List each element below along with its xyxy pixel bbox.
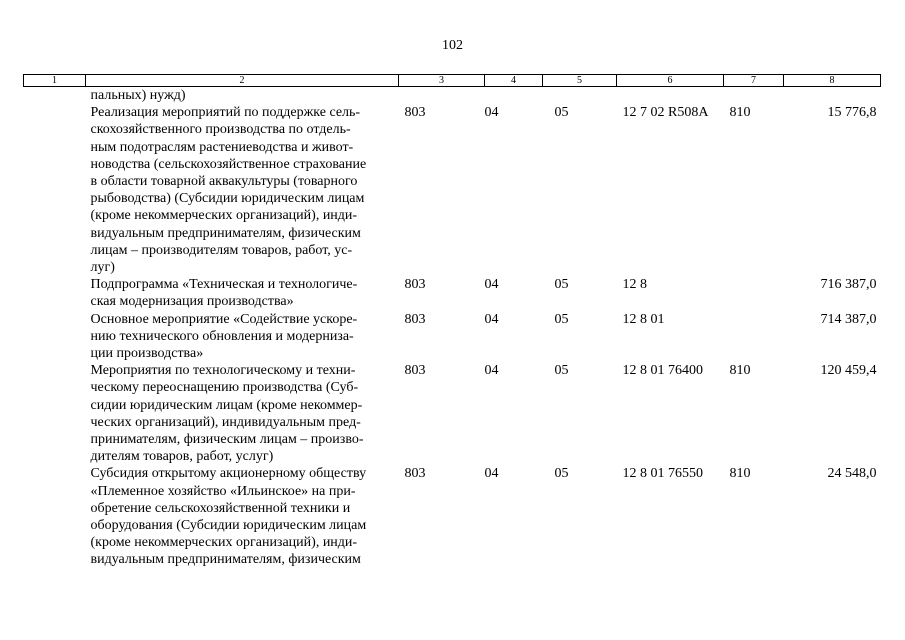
cell-description [86,465,399,568]
description-line: нию технического обновления и модерниза- [90,328,354,344]
description-line: Субсидия открытому акционерному обществу [90,466,367,482]
description-line: дителям товаров, работ, услуг) [90,449,274,465]
description-line: ческому переоснащению производства (Суб- [90,380,359,396]
cell-ved: 803 [404,311,426,327]
cell-ved: 803 [404,277,426,293]
cell-csr: 12 8 [622,277,647,293]
cell-pr: 05 [554,466,569,482]
cell-amount: 15 776,8 [827,105,877,121]
cell-col1 [24,311,86,363]
description-line: Реализация мероприятий по поддержке сель- [90,105,361,121]
description-line: в области товарной аквакультуры (товарного [90,174,358,190]
cell-pr: 05 [554,277,569,293]
description-line: новодства (сельскохозяйственное страхование [90,156,367,172]
cell-description [86,362,399,465]
description-line: Подпрограмма «Техническая и технологиче- [90,277,358,293]
table-row [24,276,881,310]
column-header-8: 8 [784,75,881,87]
description-line: скохозяйственного производства по отдель- [90,122,351,138]
cell-amount: 714 387,0 [820,311,877,327]
column-header-4: 4 [485,75,543,87]
column-header-1: 1 [24,75,86,87]
description-line: оборудования (Субсидии юридическим лицам [90,518,367,534]
column-header-2: 2 [86,75,399,87]
cell-amount: 120 459,4 [820,363,877,379]
cell-vr: 810 [729,466,751,482]
cell-csr: 12 7 02 R508A [622,105,709,121]
cell-description [86,311,399,363]
description-line: Мероприятия по технологическому и техни- [90,363,356,379]
column-header-5: 5 [543,75,617,87]
cell-vr [724,276,784,310]
cell-pr: 05 [554,363,569,379]
cell-ved: 803 [404,466,426,482]
cell-pr: 05 [554,105,569,121]
cell-vr [724,311,784,363]
cell-description [86,104,399,276]
cell-csr: 12 8 01 76550 [622,466,703,482]
description-line: обретение сельскохозяйственной техники и [90,500,351,516]
table-row [24,104,881,276]
description-line: Основное мероприятие «Содействие ускоре- [90,311,358,327]
cell-amount: 716 387,0 [820,277,877,293]
cell-csr: 12 8 01 76400 [622,363,703,379]
cell-col1 [24,104,86,276]
cell-rz: 04 [484,311,499,327]
cell-rz: 04 [484,363,499,379]
cell-vr: 810 [729,363,751,379]
description-line: ческих организаций), индивидуальным пред- [90,414,361,430]
column-header-6: 6 [617,75,724,87]
description-line: ным подотраслям растениеводства и живот- [90,139,354,155]
description-line: принимателям, физическим лицам – произво- [90,432,364,448]
description-line: луг) [90,260,115,276]
description-line: лицам – производителям товаров, работ, ус- [90,242,353,258]
cell-ved: 803 [404,105,426,121]
description-line: видуальным предпринимателям, физическим [90,225,361,241]
description-line: рыбоводства) (Субсидии юридическим лицам [90,191,365,207]
column-number-row [24,75,881,87]
cell-col1 [24,276,86,310]
continuation-text [86,87,399,105]
description-line: сидии юридическим лицам (кроме некоммер- [90,397,363,413]
cell-pr: 05 [554,311,569,327]
page-number: 102 [442,38,463,53]
cell-rz: 04 [484,277,499,293]
cell-col1 [24,362,86,465]
table-header [24,75,881,87]
description-line: ции производства» [90,346,204,362]
description-line: (кроме некоммерческих организаций), инди- [90,208,358,224]
cell-csr: 12 8 01 [622,311,665,327]
cell-description [86,276,399,310]
cell-rz: 04 [484,466,499,482]
description-line: ская модернизация производства» [90,294,294,310]
description-line: видуальным предпринимателям, физическим [90,552,361,568]
description-line: «Племенное хозяйство «Ильинское» на при- [90,483,356,499]
column-header-7: 7 [724,75,784,87]
continuation-row [24,87,881,105]
cell-amount: 24 548,0 [827,466,877,482]
cell-col1 [24,465,86,568]
table-body [24,87,881,569]
description-line: (кроме некоммерческих организаций), инди- [90,535,358,551]
table-row [24,362,881,465]
table-row [24,465,881,568]
cell-ved: 803 [404,363,426,379]
cell-vr: 810 [729,105,751,121]
description-line: пальных) нужд) [90,88,186,103]
budget-table [23,74,881,569]
column-header-3: 3 [399,75,485,87]
table-row [24,311,881,363]
cell-rz: 04 [484,105,499,121]
